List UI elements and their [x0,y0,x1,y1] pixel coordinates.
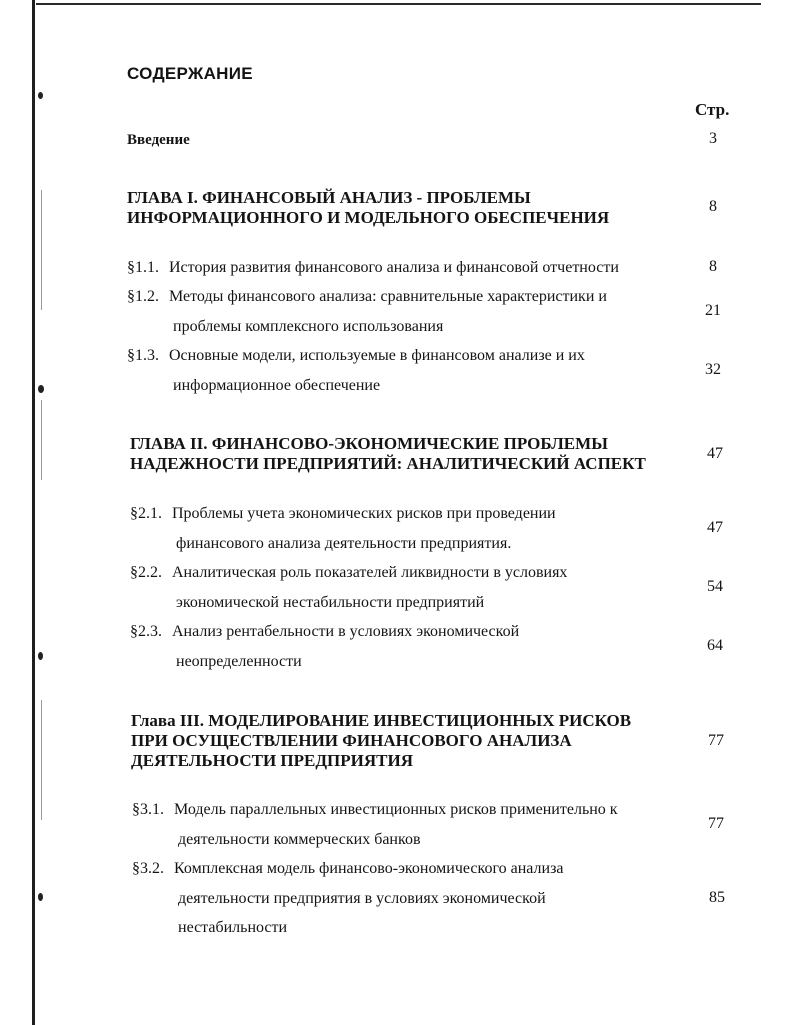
toc-section [132,795,672,854]
section-title-line: финансового анализа деятельности предприятия. [176,534,512,552]
chapter-title [131,711,691,771]
section-page: 54 [707,578,723,595]
section-number: §2.3. [130,623,162,640]
chapter-page: 47 [707,445,723,462]
toc-section [127,253,667,283]
page-title: СОДЕРЖАНИЕ [127,64,253,83]
section-title-line: Основные модели, используемые в финансовом анализе и их [169,347,585,364]
scan-speck [38,92,43,99]
section-title-line: Методы финансового анализа: сравнительные характеристики и [169,288,607,305]
scan-speck [41,700,42,820]
section-title-line: проблемы комплексного использования [173,317,444,335]
section-title-line: информационное обеспечение [173,376,381,394]
toc-section [132,854,672,943]
section-number: §3.2. [132,860,164,877]
chapter-title-line: ГЛАВА I. ФИНАНСОВЫЙ АНАЛИЗ - ПРОБЛЕМЫ [127,188,531,207]
chapter-title-line: Глава III. МОДЕЛИРОВАНИЕ ИНВЕСТИЦИОННЫХ РИСКОВ [131,711,632,730]
chapter-title-line: ДЕЯТЕЛЬНОСТИ ПРЕДПРИЯТИЯ [131,751,414,770]
toc-section [130,558,670,617]
chapter-title-line: НАДЕЖНОСТИ ПРЕДПРИЯТИЙ: АНАЛИТИЧЕСКИЙ АСПЕКТ [130,454,646,473]
section-title-line: Модель параллельных инвестиционных рисков применительно к [174,801,618,818]
toc-section [130,617,670,676]
scan-top-edge [36,3,761,5]
toc-section [127,282,667,341]
section-title-line: Комплексная модель финансово-экономического анализа [174,860,564,877]
toc-intro-page: 3 [709,130,717,147]
section-title-line: Проблемы учета экономических рисков при проведении [172,505,556,522]
section-title-line: нестабильности [178,919,288,936]
chapter-page: 77 [708,732,724,749]
chapter-title [130,434,690,474]
toc-intro-title: Введение [127,132,190,148]
section-page: 64 [707,637,723,654]
section-page: 85 [709,889,725,906]
section-page: 77 [708,815,724,832]
section-number: §1.2. [127,288,159,305]
section-page: 47 [707,519,723,536]
section-title-line: экономической нестабильности предприятий [176,593,485,611]
chapter-title-line: ГЛАВА II. ФИНАНСОВО-ЭКОНОМИЧЕСКИЕ ПРОБЛЕМЫ [130,434,608,453]
section-title-line: деятельности коммерческих банков [178,830,421,848]
section-page: 32 [705,361,721,378]
section-number: §3.1. [132,801,164,818]
toc-section [130,499,670,558]
scan-left-edge [32,0,35,1025]
chapter-title-line: ПРИ ОСУЩЕСТВЛЕНИИ ФИНАНСОВОГО АНАЛИЗА [131,731,572,750]
section-title-line: История развития финансового анализа и финансовой отчетности [169,259,619,276]
chapter-page: 8 [709,198,717,215]
scan-speck [38,385,44,393]
section-title-line: Аналитическая роль показателей ликвидности в условиях [172,564,568,581]
section-title-line: деятельности предприятия в условиях экономической [178,889,546,907]
chapter-title-line: ИНФОРМАЦИОННОГО И МОДЕЛЬНОГО ОБЕСПЕЧЕНИЯ [127,208,610,227]
scan-speck [41,190,42,310]
scan-speck [38,652,43,660]
section-number: §1.1. [127,259,159,276]
section-title-line: неопределенности [176,652,302,670]
section-title-line: Анализ рентабельности в условиях экономической [172,623,520,640]
chapter-title [127,188,687,228]
scan-speck [38,893,43,901]
section-number: §2.2. [130,564,162,581]
page-column-label: Стр. [695,100,730,119]
section-page: 8 [709,258,717,275]
scan-speck [41,400,42,480]
section-number: §2.1. [130,505,162,522]
toc-section [127,341,667,400]
section-number: §1.3. [127,347,159,364]
section-page: 21 [705,302,721,319]
